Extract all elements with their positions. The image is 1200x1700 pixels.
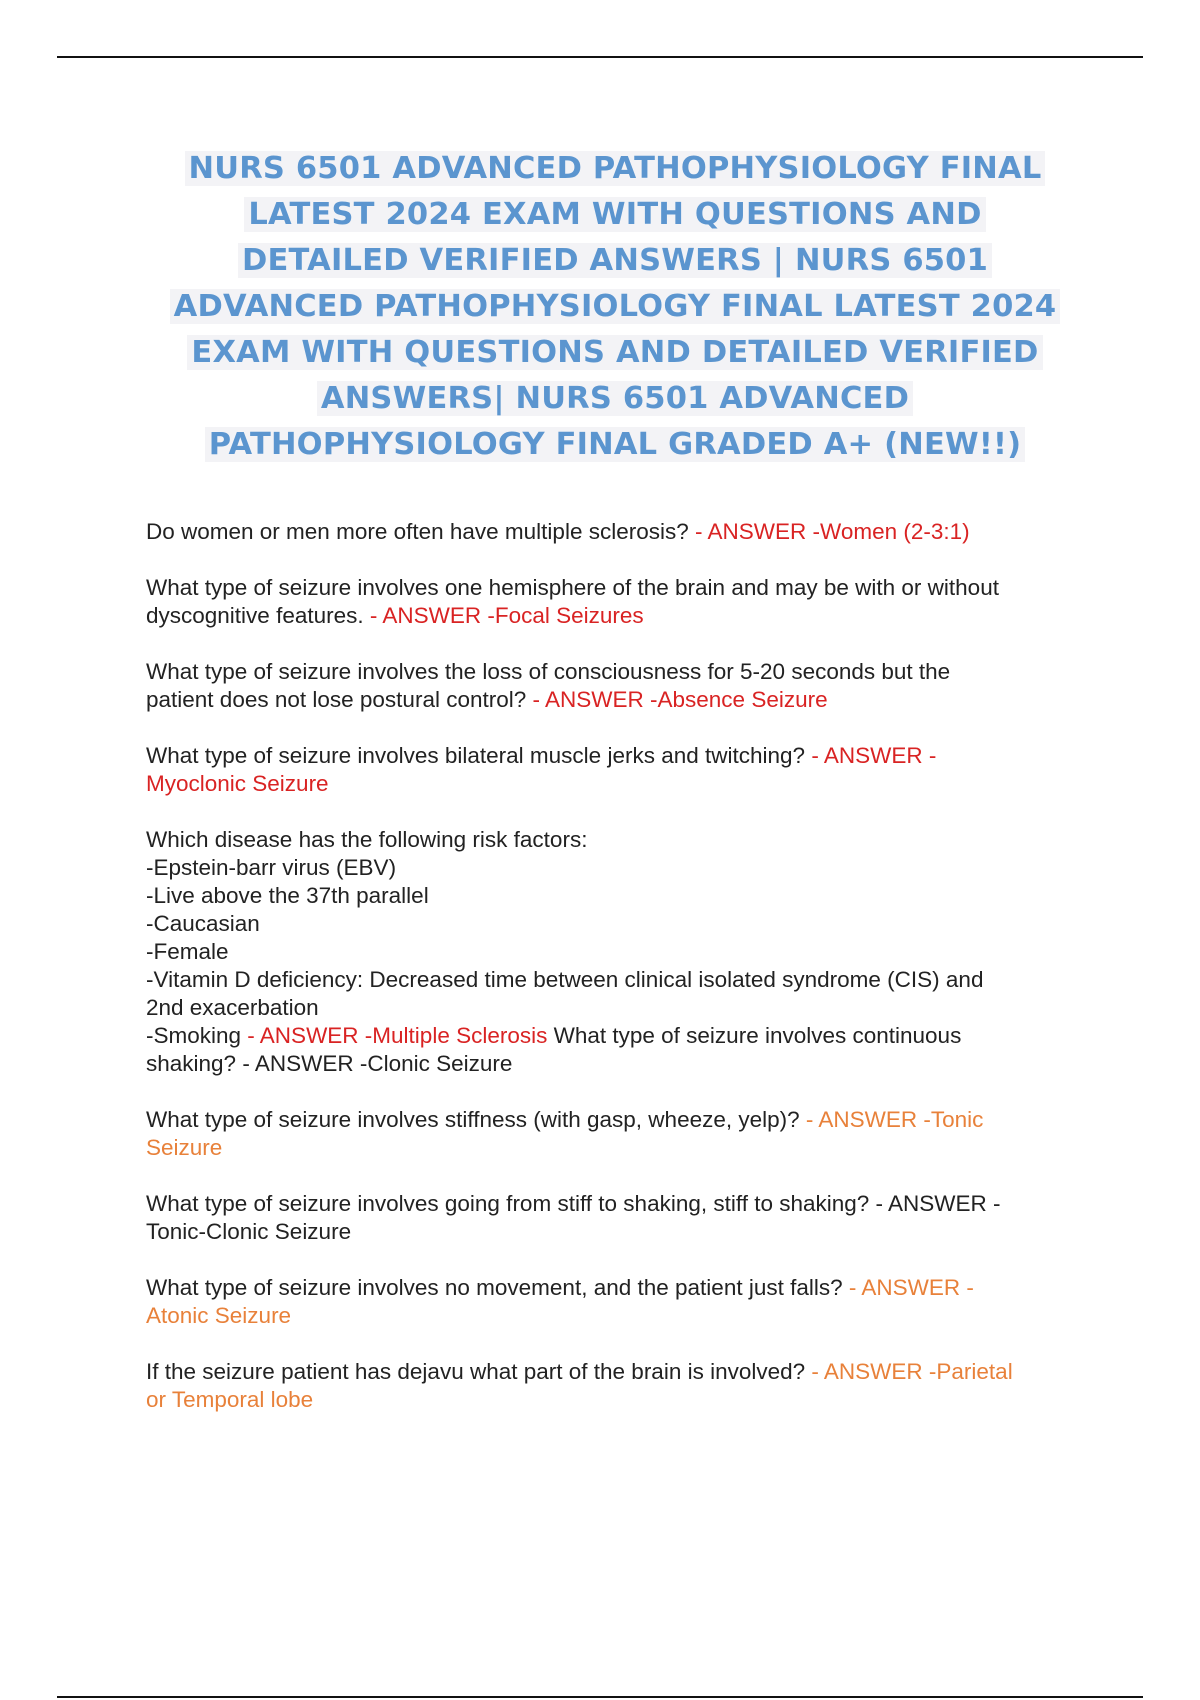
answer-text: - ANSWER -Focal Seizures bbox=[369, 603, 644, 628]
answer-text: - ANSWER -Absence Seizure bbox=[532, 687, 828, 712]
title-line: ADVANCED PATHOPHYSIOLOGY FINAL LATEST 2024 bbox=[140, 284, 1090, 330]
title-line: NURS 6501 ADVANCED PATHOPHYSIOLOGY FINAL bbox=[140, 146, 1090, 192]
risk-factor: 2nd exacerbation bbox=[146, 995, 319, 1020]
qa-item bbox=[146, 742, 1096, 798]
risk-factor: -Caucasian bbox=[146, 911, 260, 936]
question-text: If the seizure patient has dejavu what part of the brain is involved? bbox=[146, 1359, 812, 1384]
answer-text: - ANSWER -Tonic bbox=[805, 1107, 984, 1132]
title-line: PATHOPHYSIOLOGY FINAL GRADED A+ (NEW!!) bbox=[140, 422, 1090, 468]
qa-item bbox=[146, 574, 1096, 630]
risk-factor: -Live above the 37th parallel bbox=[146, 883, 429, 908]
qa-item bbox=[146, 518, 1096, 546]
title-line: EXAM WITH QUESTIONS AND DETAILED VERIFIED bbox=[140, 330, 1090, 376]
answer-text: or Temporal lobe bbox=[146, 1387, 314, 1412]
answer-text: - ANSWER -Parietal bbox=[811, 1359, 1013, 1384]
qa-item bbox=[146, 1274, 1096, 1330]
qa-item bbox=[146, 658, 1096, 714]
qa-item bbox=[146, 1190, 1096, 1246]
question-text: patient does not lose postural control? bbox=[146, 687, 533, 712]
question-text: What type of seizure involves no movement, and the patient just falls? bbox=[146, 1275, 849, 1300]
answer-text: - ANSWER - bbox=[811, 743, 937, 768]
question-text: What type of seizure involves continuous bbox=[547, 1023, 962, 1048]
qa-item bbox=[146, 826, 1096, 1078]
question-text: dyscognitive features. bbox=[146, 603, 370, 628]
answer-text: - ANSWER -Multiple Sclerosis bbox=[247, 1023, 548, 1048]
top-rule bbox=[57, 56, 1143, 58]
answer-text: Seizure bbox=[146, 1135, 223, 1160]
qa-list bbox=[146, 518, 1096, 1442]
question-text: What type of seizure involves stiffness (with gasp, wheeze, yelp)? bbox=[146, 1107, 806, 1132]
risk-factor: -Epstein-barr virus (EBV) bbox=[146, 855, 397, 880]
answer-text: - ANSWER -Women (2-3:1) bbox=[695, 519, 970, 544]
question-text: Do women or men more often have multiple sclerosis? bbox=[146, 519, 695, 544]
question-text: Tonic-Clonic Seizure bbox=[146, 1219, 352, 1244]
answer-text: - ANSWER - bbox=[848, 1275, 974, 1300]
document-title bbox=[140, 146, 1090, 468]
answer-text: Atonic Seizure bbox=[146, 1303, 292, 1328]
question-text: What type of seizure involves one hemisphere of the brain and may be with or without bbox=[146, 575, 999, 600]
risk-factor: -Smoking bbox=[146, 1023, 248, 1048]
question-text: shaking? - ANSWER -Clonic Seizure bbox=[146, 1051, 513, 1076]
risk-factor: -Female bbox=[146, 939, 229, 964]
title-line: ANSWERS| NURS 6501 ADVANCED bbox=[140, 376, 1090, 422]
bottom-rule bbox=[57, 1696, 1143, 1698]
question-text: What type of seizure involves the loss of consciousness for 5-20 seconds but the bbox=[146, 659, 951, 684]
question-text: What type of seizure involves bilateral muscle jerks and twitching? bbox=[146, 743, 812, 768]
question-text: What type of seizure involves going from stiff to shaking, stiff to shaking? - ANSWER - bbox=[146, 1191, 1001, 1216]
question-text: Which disease has the following risk factors: bbox=[146, 827, 588, 852]
risk-factor: -Vitamin D deficiency: Decreased time between clinical isolated syndrome (CIS) and bbox=[146, 967, 984, 992]
qa-item bbox=[146, 1106, 1096, 1162]
answer-text: Myoclonic Seizure bbox=[146, 771, 329, 796]
title-line: DETAILED VERIFIED ANSWERS | NURS 6501 bbox=[140, 238, 1090, 284]
title-line: LATEST 2024 EXAM WITH QUESTIONS AND bbox=[140, 192, 1090, 238]
qa-item bbox=[146, 1358, 1096, 1414]
